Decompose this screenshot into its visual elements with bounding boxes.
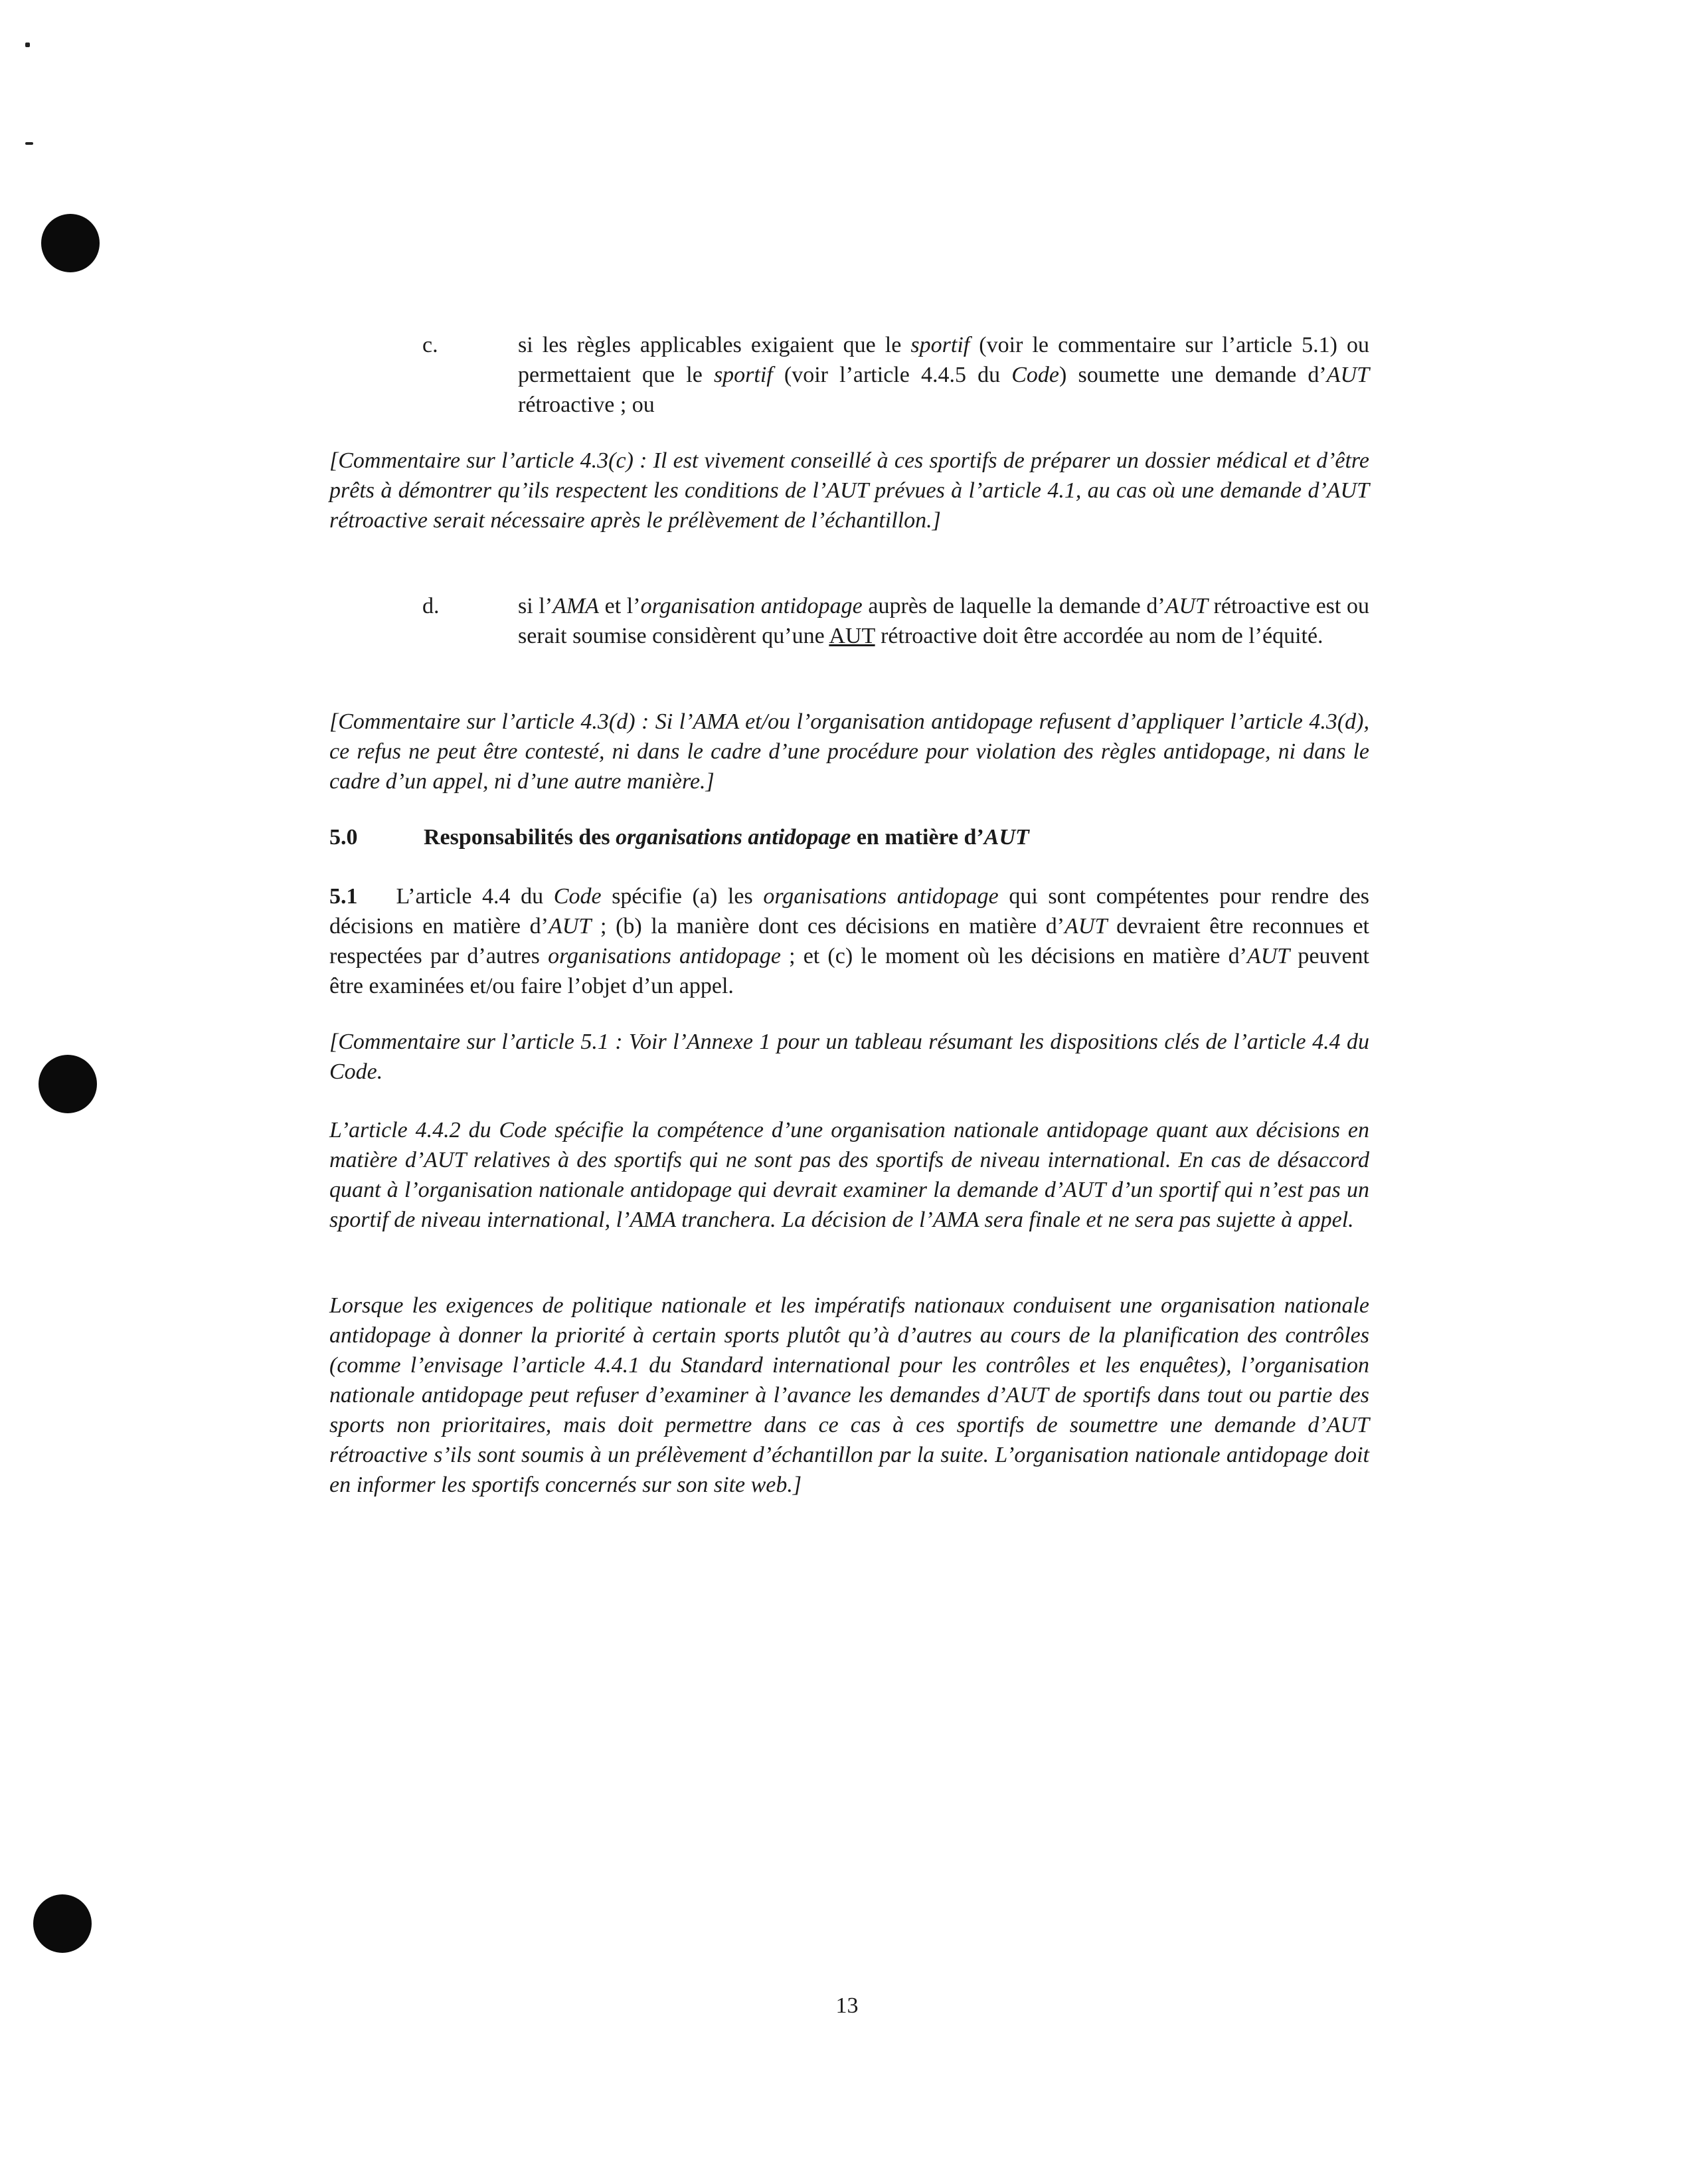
comment-4-3-d: [Commentaire sur l’article 4.3(d) : Si l’AMA et/ou l’organisation antidopage refusent d’appliquer l’article 4.3(d), ce refus ne peut être contesté, ni dans le cadre d’une procédure pour violation des règles antidopage, ni dans le cadre d’un appel, ni d’une autre manière.] [329,709,1369,794]
punch-hole-bottom [33,1894,92,1953]
scan-speck [25,43,30,47]
item-c-text: si les règles applicables exigaient que le sportif (voir le commentaire sur l’article 5.1) ou permettaient que le sportif (voir l’article 4.4.5 du Code) soumette une demande d’AUT rétroactive ; ou [518,333,1369,417]
comment-5-1-paragraph-3: Lorsque les exigences de politique nationale et les impératifs nationaux conduisent une organisation nationale antidopage à donner la priorité à certain sports plutôt qu’à d’autres au cours de la planification des contrôles (comme l’envisage l’article 4.4.1 du Standard international pour les contrôles et les enquêtes), l’organisation nationale antidopage peut refuser d’examiner à l’avance les demandes d’AUT de sportifs dans tout ou partie des sports non prioritaires, mais doit permettre dans ce cas à ces sportifs de soumettre une demande d’AUT rétroactive s’ils sont soumis à un prélèvement d’échantillon par la suite. L’organisation nationale antidopage doit en informer les sportifs concernés sur son site web.] [329,1293,1369,1497]
punch-hole-top [41,214,100,272]
item-d-marker: d. [422,594,440,618]
punch-hole-middle [39,1055,97,1113]
comment-5-1-intro: [Commentaire sur l’article 5.1 : Voir l’Annexe 1 pour un tableau résumant les dispositions clés de l’article 4.4 du Code. [329,1030,1369,1084]
comment-4-3-c: [Commentaire sur l’article 4.3(c) : Il est vivement conseillé à ces sportifs de préparer un dossier médical et d’être prêts à démontrer qu’ils respectent les conditions de l’AUT prévues à l’article 4.1, au cas où une demande d’AUT rétroactive serait nécessaire après le prélèvement de l’échantillon.] [329,448,1369,533]
section-title: Responsabilités des organisations antidopage en matière d’AUT [424,825,1029,850]
section-5-1: 5.1 L’article 4.4 du Code spécifie (a) les organisations antidopage qui sont compétentes pour rendre des décisions en matière d’AUT ; (b) la manière dont ces décisions en matière d’AUT devraient être reconnues et respectées par d’autres organisations antidopage ; et (c) le moment où les décisions en matière d’AUT peuvent être examinées et/ou faire l’objet d’un appel. [329,884,1369,998]
comment-5-1-paragraph-2: L’article 4.4.2 du Code spécifie la compétence d’une organisation nationale antidopage quant aux décisions en matière d’AUT relatives à des sportifs qui ne sont pas des sportifs de niveau international. En cas de désaccord quant à l’organisation nationale antidopage qui devrait examiner la demande d’AUT d’un sportif qui n’est pas un sportif de niveau international, l’AMA tranchera. La décision de l’AMA sera finale et ne sera pas sujette à appel. [329,1118,1369,1232]
page-number: 13 [835,1993,859,2018]
section-number: 5.1 [329,884,358,909]
item-d-text: si l’AMA et l’organisation antidopage auprès de laquelle la demande d’AUT rétroactive est ou serait soumise considèrent qu’une AUT rétroactive doit être accordée au nom de l’équité. [518,594,1370,648]
section-number: 5.0 [329,825,358,850]
scan-speck [25,142,33,145]
item-c-marker: c. [422,333,438,357]
